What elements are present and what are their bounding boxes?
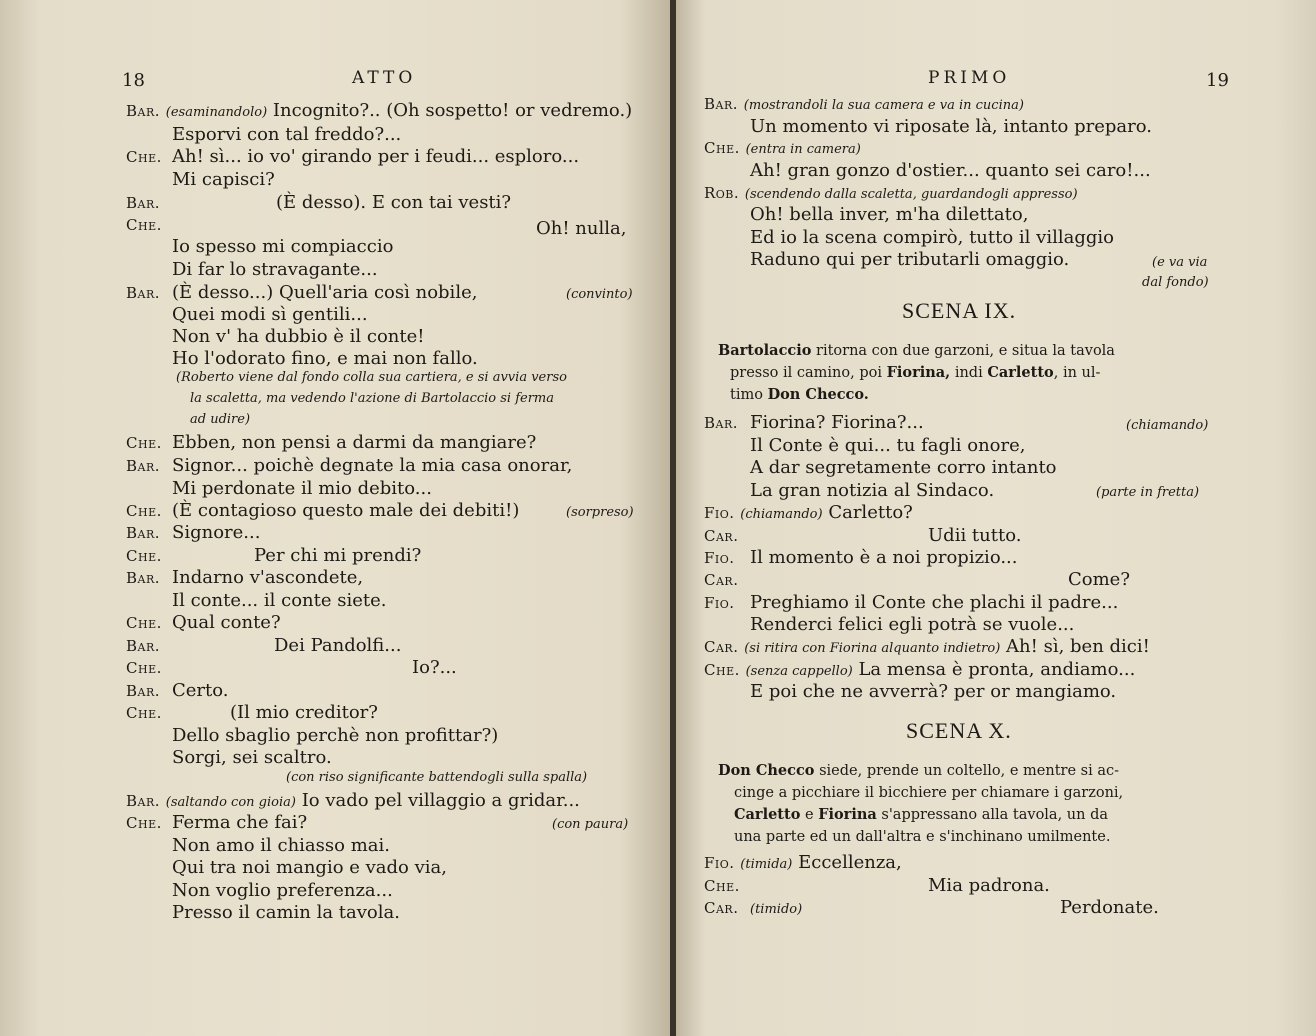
speaker-tag: Bar. — [126, 524, 161, 542]
line-text: Perdonate. — [1060, 897, 1159, 918]
speaker-tag — [126, 214, 162, 236]
dialogue-line: Il conte... il conte siete. — [172, 590, 387, 611]
line-text: Signore... — [172, 522, 261, 543]
dialogue-line — [704, 412, 924, 434]
line-text: Eccellenza, — [798, 852, 902, 873]
line-text: Certo. — [172, 680, 229, 701]
speaker-tag: Che. — [704, 139, 740, 157]
speaker-tag: Che. — [126, 502, 162, 520]
character-name: Carletto — [734, 806, 801, 823]
dialogue-line — [704, 897, 1159, 921]
dialogue-line — [704, 93, 1024, 117]
line-text: (Il mio creditor? — [230, 702, 378, 723]
stage-direction: (con paura) — [552, 817, 629, 832]
dialogue-line — [126, 545, 421, 567]
dialogue-line — [126, 100, 632, 124]
dialogue-line: Non voglio preferenza... — [172, 880, 393, 901]
speaker-tag: Car. — [704, 638, 739, 656]
dialogue-line — [704, 659, 1135, 683]
stage-direction: (parte in fretta) — [1096, 485, 1200, 500]
speaker-tag: Che. — [126, 148, 162, 166]
page-number-right: 19 — [1206, 70, 1229, 91]
speaker-tag: Che. — [126, 704, 162, 722]
stage-direction: (mostrandoli la sua camera e va in cucina) — [743, 98, 1024, 113]
dialogue-line: Esporvi con tal freddo?... — [172, 124, 402, 145]
stage-direction: (chiamando) — [1126, 418, 1209, 433]
dialogue-line — [704, 569, 1130, 591]
dialogue-line — [704, 852, 902, 876]
stage-line: la scaletta, ma vedendo l'azione di Bartolaccio si ferma — [190, 391, 555, 406]
stage-line: (Roberto viene dal fondo colla sua cartiera, e si avvia verso — [176, 370, 567, 385]
dialogue-line: Io spesso mi compiaccio — [172, 236, 394, 257]
line-text: Ferma che fai? — [172, 812, 308, 833]
speaker-tag: Car. — [704, 899, 739, 917]
line-text: Ebben, non pensi a darmi da mangiare? — [172, 432, 537, 453]
line-text: Preghiamo il Conte che plachi il padre... — [750, 592, 1119, 613]
desc-text: s'appressano alla tavola, un da — [876, 807, 1109, 823]
speaker-tag: Che. — [126, 434, 162, 452]
dialogue-line — [704, 547, 1018, 569]
dialogue-line: Quei modi sì gentili... — [172, 304, 368, 325]
dialogue-line: Raduno qui per tributarli omaggio. — [750, 249, 1070, 270]
character-name: Bartolaccio — [718, 342, 812, 359]
line-text: La mensa è pronta, andiamo... — [858, 659, 1136, 680]
stage-direction: (convinto) — [566, 287, 633, 302]
line-text: Oh! nulla, — [536, 218, 627, 239]
dialogue-line — [126, 192, 511, 214]
speaker-tag: Che. — [126, 547, 162, 565]
speaker-tag: Che. — [126, 814, 162, 832]
line-text: Mia padrona. — [928, 875, 1050, 896]
line-text: Indarno v'ascondete, — [172, 567, 364, 588]
dialogue-line — [126, 635, 401, 657]
dialogue-line: La gran notizia al Sindaco. — [750, 480, 995, 501]
scene-heading: SCENA X. — [906, 718, 1012, 743]
dialogue-line — [704, 182, 1078, 206]
dialogue-line: Qui tra noi mangio e vado via, — [172, 857, 447, 878]
speaker-tag: Bar. — [126, 457, 161, 475]
dialogue-line — [126, 812, 307, 834]
desc-text: una parte ed un dall'altra e s'inchinano umilmente. — [734, 829, 1111, 845]
dialogue-line — [126, 702, 378, 724]
speaker-tag: Car. — [704, 571, 739, 589]
line-text: Carletto? — [828, 502, 913, 523]
dialogue-line — [704, 525, 1021, 547]
line-text: Qual conte? — [172, 612, 281, 633]
dialogue-line: Mi perdonate il mio debito... — [172, 478, 432, 499]
speaker-tag: Fio. — [704, 854, 735, 872]
speaker-tag: Fio. — [704, 594, 735, 612]
running-header-right: PRIMO — [928, 68, 1011, 88]
stage-direction: (timida) — [740, 857, 793, 872]
dialogue-line: Non amo il chiasso mai. — [172, 835, 390, 856]
line-text: Ah! sì, ben dici! — [1006, 636, 1150, 657]
page-number-left: 18 — [122, 70, 145, 91]
dialogue-line — [126, 432, 536, 454]
dialogue-line: Dello sbaglio perchè non profittar?) — [172, 725, 499, 746]
character-name: Fiorina, — [886, 364, 951, 381]
stage-direction: (e va via — [1152, 255, 1208, 270]
stage-direction: (timido) — [750, 902, 803, 917]
dialogue-line: Un momento vi riposate là, intanto preparo. — [750, 116, 1152, 137]
speaker-tag: Bar. — [126, 284, 161, 302]
character-name: Carletto — [987, 364, 1054, 381]
desc-text: , in ul- — [1053, 365, 1101, 381]
stage-direction: (con riso significante battendogli sulla spalla) — [286, 770, 588, 785]
stage-direction: dal fondo) — [1142, 275, 1209, 290]
speaker-tag: Che. — [126, 659, 162, 677]
desc-text: siede, prende un coltello, e mentre si ac- — [814, 763, 1120, 779]
desc-text: ritorna con due garzoni, e situa la tavola — [811, 343, 1115, 359]
scene-description — [718, 340, 1115, 406]
dialogue-line — [126, 282, 477, 304]
stage-direction: (saltando con gioia) — [165, 795, 296, 810]
dialogue-line — [126, 500, 519, 522]
dialogue-line: Renderci felici egli potrà se vuole... — [750, 614, 1075, 635]
dialogue-line: Non v' ha dubbio è il conte! — [172, 326, 425, 347]
line-text: Dei Pandolfi... — [274, 635, 402, 656]
line-text: Io?... — [412, 657, 457, 678]
dialogue-line — [704, 875, 1050, 897]
speaker-tag: Bar. — [126, 194, 161, 212]
stage-direction: (esaminandolo) — [165, 105, 268, 120]
dialogue-line: Di far lo stravagante... — [172, 259, 378, 280]
speaker-tag: Rob. — [704, 184, 740, 202]
line-text: Il momento è a noi propizio... — [750, 547, 1018, 568]
scene-description — [718, 760, 1123, 848]
desc-text: e — [800, 807, 819, 823]
speaker-tag: Bar. — [126, 569, 161, 587]
speaker-tag: Bar. — [704, 95, 739, 113]
dialogue-line — [126, 522, 260, 544]
dialogue-line: Ed io la scena compirò, tutto il villaggio — [750, 227, 1114, 248]
speaker-tag: Bar. — [704, 414, 739, 432]
dialogue-line — [704, 636, 1150, 660]
stage-direction-block — [176, 367, 567, 430]
character-name: Fiorina — [818, 806, 877, 823]
stage-direction: (si ritira con Fiorina alquanto indietro) — [744, 641, 1001, 656]
dialogue-line — [704, 592, 1118, 614]
stage-line: ad udire) — [190, 412, 251, 427]
desc-text: timo — [730, 387, 768, 403]
speaker-tag: Bar. — [126, 682, 161, 700]
line-text: (È desso). E con tai vesti? — [276, 192, 512, 213]
desc-text: indi — [950, 365, 988, 381]
dialogue-line: A dar segretamente corro intanto — [750, 457, 1057, 478]
line-text: Incognito?.. (Oh sospetto! or vedremo.) — [272, 100, 633, 121]
line-text: Per chi mi prendi? — [254, 545, 422, 566]
speaker-tag: Bar. — [126, 792, 161, 810]
line-text: (È desso...) Quell'aria così nobile, — [172, 282, 478, 303]
dialogue-line — [126, 680, 229, 702]
line-text: (È contagioso questo male dei debiti!) — [172, 500, 520, 521]
dialogue-line — [126, 567, 363, 589]
line-text: Ah! sì... io vo' girando per i feudi... esploro... — [172, 146, 580, 167]
stage-direction: (entra in camera) — [745, 142, 861, 157]
stage-direction: (sorpreso) — [566, 505, 634, 520]
speaker-tag: Fio. — [704, 549, 735, 567]
dialogue-line: Il Conte è qui... tu fagli onore, — [750, 435, 1026, 456]
dialogue-line: Ho l'odorato fino, e mai non fallo. — [172, 348, 478, 369]
speaker-tag: Che. — [704, 661, 740, 679]
speaker-tag: Che. — [126, 216, 162, 234]
speaker-tag: Bar. — [126, 637, 161, 655]
desc-text: presso il camino, poi — [730, 365, 887, 381]
speaker-tag: Che. — [126, 614, 162, 632]
speaker-tag: Fio. — [704, 504, 735, 522]
dialogue-line — [126, 146, 579, 168]
scene-heading: SCENA IX. — [902, 298, 1017, 323]
speaker-tag: Car. — [704, 527, 739, 545]
line-text: Udii tutto. — [928, 525, 1022, 546]
line-text: Signor... poichè degnate la mia casa onorar, — [172, 455, 573, 476]
line-text: Come? — [1068, 569, 1130, 590]
character-name: Don Checco. — [767, 386, 869, 403]
stage-direction: (senza cappello) — [745, 664, 853, 679]
dialogue-line: Sorgi, sei scaltro. — [172, 747, 332, 768]
stage-direction: (scendendo dalla scaletta, guardandogli appresso) — [744, 187, 1078, 202]
speaker-tag: Bar. — [126, 102, 161, 120]
dialogue-line: Presso il camin la tavola. — [172, 902, 400, 923]
line-text: Io vado pel villaggio a gridar... — [301, 790, 580, 811]
right-page — [676, 0, 1316, 1036]
dialogue-line — [704, 502, 913, 526]
dialogue-line: Oh! bella inver, m'ha dilettato, — [750, 204, 1029, 225]
speaker-tag: Che. — [704, 877, 740, 895]
desc-text: cinge a picchiare il bicchiere per chiamare i garzoni, — [734, 785, 1124, 801]
stage-direction: (chiamando) — [740, 507, 823, 522]
running-header-left: ATTO — [352, 68, 417, 88]
dialogue-line — [126, 790, 580, 814]
dialogue-line: Mi capisci? — [172, 169, 275, 190]
dialogue-line: E poi che ne avverrà? per or mangiamo. — [750, 681, 1117, 702]
dialogue-line — [126, 657, 457, 679]
dialogue-line — [704, 137, 861, 161]
line-text: Fiorina? Fiorina?... — [750, 412, 924, 433]
dialogue-line — [126, 455, 572, 477]
dialogue-line — [126, 612, 281, 634]
character-name: Don Checco — [718, 762, 815, 779]
dialogue-line: Ah! gran gonzo d'ostier... quanto sei caro!... — [750, 160, 1151, 181]
